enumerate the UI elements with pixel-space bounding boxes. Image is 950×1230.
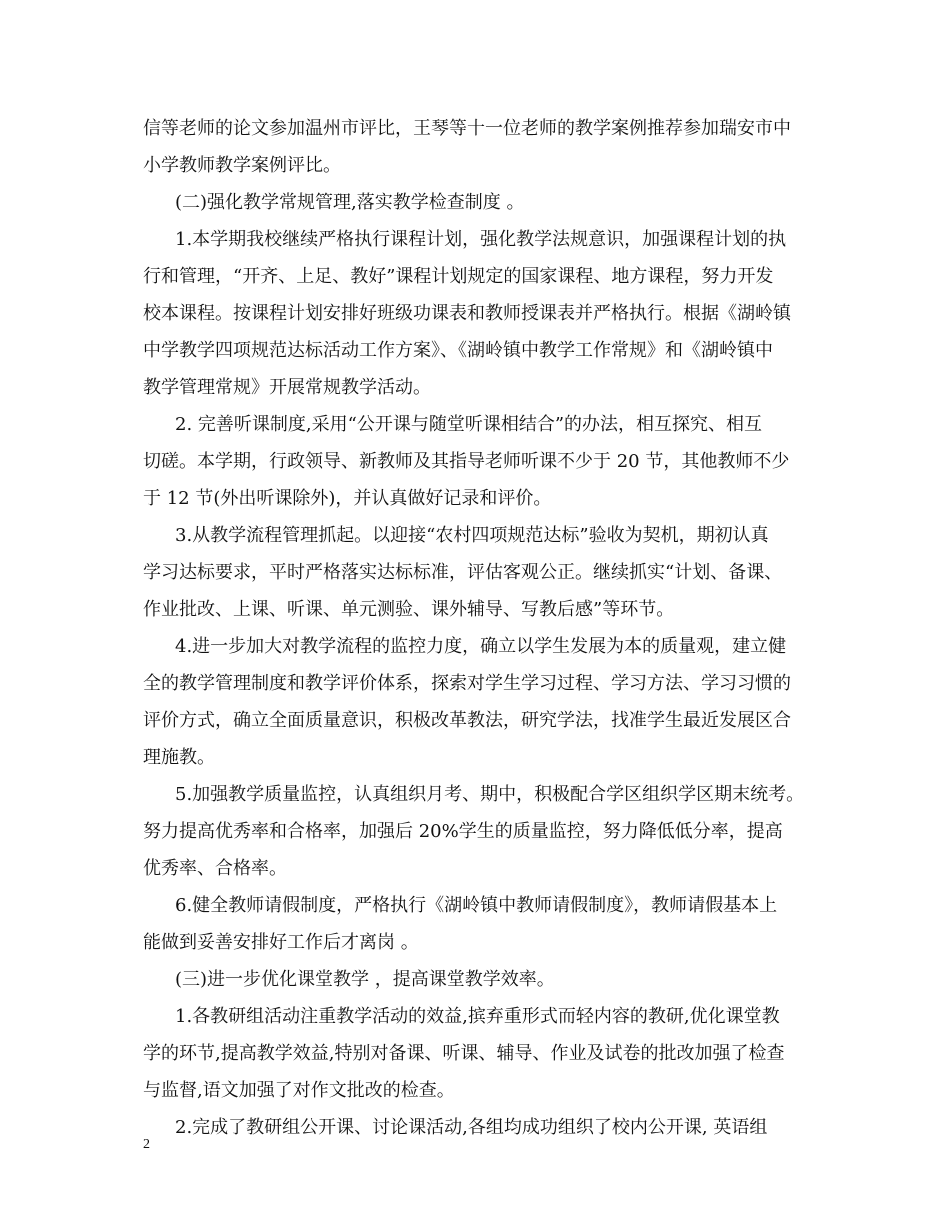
text-line: 评价方式，确立全面质量意识，积极改革教法，研究学法，找准学生最近发展区合 — [143, 710, 791, 731]
text-line: 行和管理，“开齐、上足、教好”课程计划规定的国家课程、地方课程，努力开发 — [143, 266, 774, 287]
text-line: 理施教。 — [143, 747, 215, 768]
text-line: 全的教学管理制度和教学评价体系，探索对学生学习过程、学习方法、学习习惯的 — [143, 673, 791, 694]
text-line: 中学教学四项规范达标活动工作方案》、《湖岭镇中教学工作常规》和《湖岭镇中 — [143, 340, 773, 361]
text-line: 6.健全教师请假制度，严格执行《湖岭镇中教师请假制度》，教师请假基本上 — [175, 895, 778, 916]
text-line: 教学管理常规》开展常规教学活动。 — [143, 377, 431, 398]
page-number: 2 — [143, 1137, 150, 1152]
section-heading: (二)强化教学常规管理,落实教学检查制度 。 — [175, 192, 525, 213]
text-line: 与监督,语文加强了对作文批改的检查。 — [143, 1080, 455, 1101]
text-line: 4.进一步加大对教学流程的监控力度，确立以学生发展为本的质量观，建立健 — [175, 636, 787, 657]
text-line: 于 12 节(外出听课除外)，并认真做好记录和评价。 — [143, 488, 552, 509]
text-line: 学的环节,提高教学效益,特别对备课、听课、辅导、作业及试卷的批改加强了检查 — [143, 1043, 785, 1064]
text-line: 信等老师的论文参加温州市评比，王琴等十一位老师的教学案例推荐参加瑞安市中 — [143, 118, 791, 139]
text-line: 2. 完善听课制度,采用“公开课与随堂听课相结合”的办法，相互探究、相互 — [175, 414, 763, 435]
text-line: 努力提高优秀率和合格率，加强后 20%学生的质量监控，努力降低低分率，提高 — [143, 821, 783, 842]
text-line: 切磋。本学期，行政领导、新教师及其指导老师听课不少于 20 节，其他教师不少 — [143, 451, 790, 472]
text-line: 1.各教研组活动注重教学活动的效益,摈弃重形式而轻内容的教研,优化课堂教 — [175, 1006, 780, 1027]
section-heading: (三)进一步优化课堂教学 ，提高课堂教学效率。 — [175, 969, 555, 990]
text-line: 作业批改、上课、听课、单元测验、课外辅导、写教后感”等环节。 — [143, 599, 675, 620]
text-line: 校本课程。按课程计划安排好班级功课表和教师授课表并严格执行。根据《湖岭镇 — [143, 303, 791, 324]
text-line: 5.加强教学质量监控，认真组织月考、期中，积极配合学区组织学区期末统考。 — [175, 784, 805, 805]
text-line: 小学教师教学案例评比。 — [143, 155, 341, 176]
text-line: 1.本学期我校继续严格执行课程计划，强化教学法规意识，加强课程计划的执 — [175, 229, 787, 250]
text-line: 3.从教学流程管理抓起。以迎接“农村四项规范达标”验收为契机，期初认真 — [175, 525, 769, 546]
text-line: 优秀率、合格率。 — [143, 858, 287, 879]
text-line: 2.完成了教研组公开课、讨论课活动,各组均成功组织了校内公开课, 英语组 — [175, 1117, 768, 1138]
text-line: 能做到妥善安排好工作后才离岗 。 — [143, 932, 419, 953]
text-line: 学习达标要求，平时严格落实达标标准，评估客观公正。继续抓实“计划、备课、 — [143, 562, 783, 583]
